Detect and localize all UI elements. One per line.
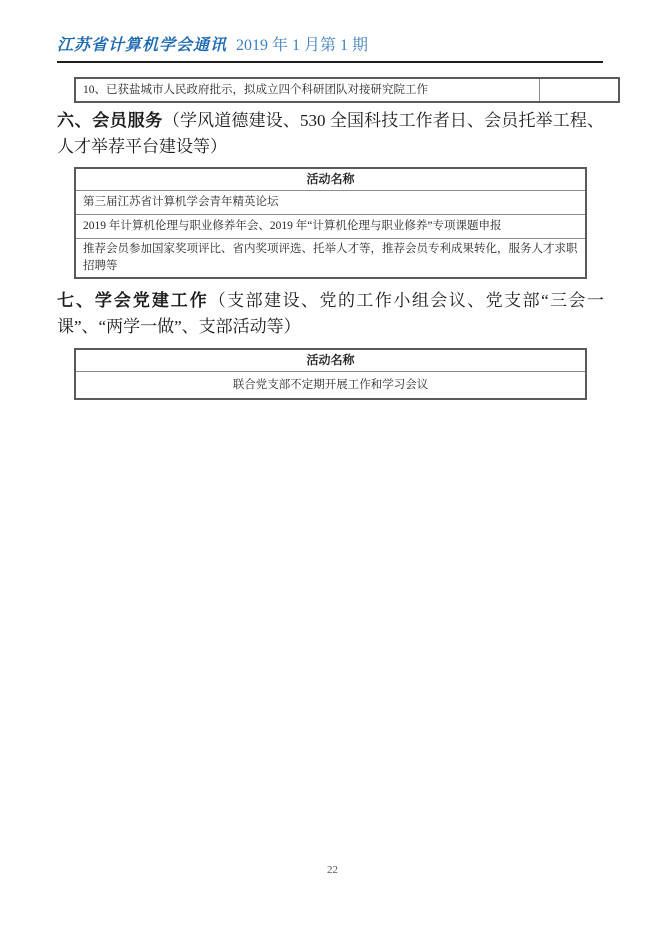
table-header-row — [75, 349, 586, 372]
table-header-row — [75, 168, 586, 191]
continuation-row-empty-cell — [540, 78, 620, 102]
section-heading-rest: （支部建设、党的工作小组会议、党支部“三会一课”、“两学一做”、支部活动等） — [57, 291, 605, 336]
section-heading-rest: （学风道德建设、530 全国科技工作者日、会员托举工程、人才举荐平台建设等） — [57, 111, 605, 156]
table-row — [75, 78, 619, 102]
table-row — [75, 215, 586, 239]
table-cell: 第三届江苏省计算机学会青年精英论坛 — [75, 191, 586, 215]
page-number: 22 — [327, 864, 338, 876]
continuation-table — [74, 77, 620, 103]
table-header-cell: 活动名称 — [75, 349, 586, 372]
masthead — [57, 36, 603, 56]
issue-label: 2019 年 1 月第 1 期 — [236, 37, 369, 54]
activity-table-member-services — [74, 167, 587, 279]
table-row — [75, 191, 586, 215]
masthead-title: 江苏省计算机学会通讯 — [57, 37, 228, 54]
table-row — [75, 239, 586, 279]
activity-table-party-building — [74, 348, 587, 400]
section-heading-party-building — [57, 288, 604, 340]
table-cell: 2019 年计算机伦理与职业修养年会、2019 年“计算机伦理与职业修养”专项课题申报 — [75, 215, 586, 239]
section-heading-bold: 七、学会党建工作 — [57, 291, 209, 310]
table-cell: 联合党支部不定期开展工作和学习会议 — [75, 372, 586, 400]
table-row — [75, 372, 586, 400]
section-heading-member-services — [57, 108, 604, 160]
table-cell: 推荐会员参加国家奖项评比、省内奖项评选、托举人才等，推荐会员专利成果转化，服务人才求职招聘等 — [75, 239, 586, 279]
table-header-cell: 活动名称 — [75, 168, 586, 191]
header-rule — [57, 61, 603, 63]
continuation-row-text: 10、已获盐城市人民政府批示，拟成立四个科研团队对接研究院工作 — [75, 78, 540, 102]
section-heading-bold: 六、会员服务 — [57, 111, 163, 130]
